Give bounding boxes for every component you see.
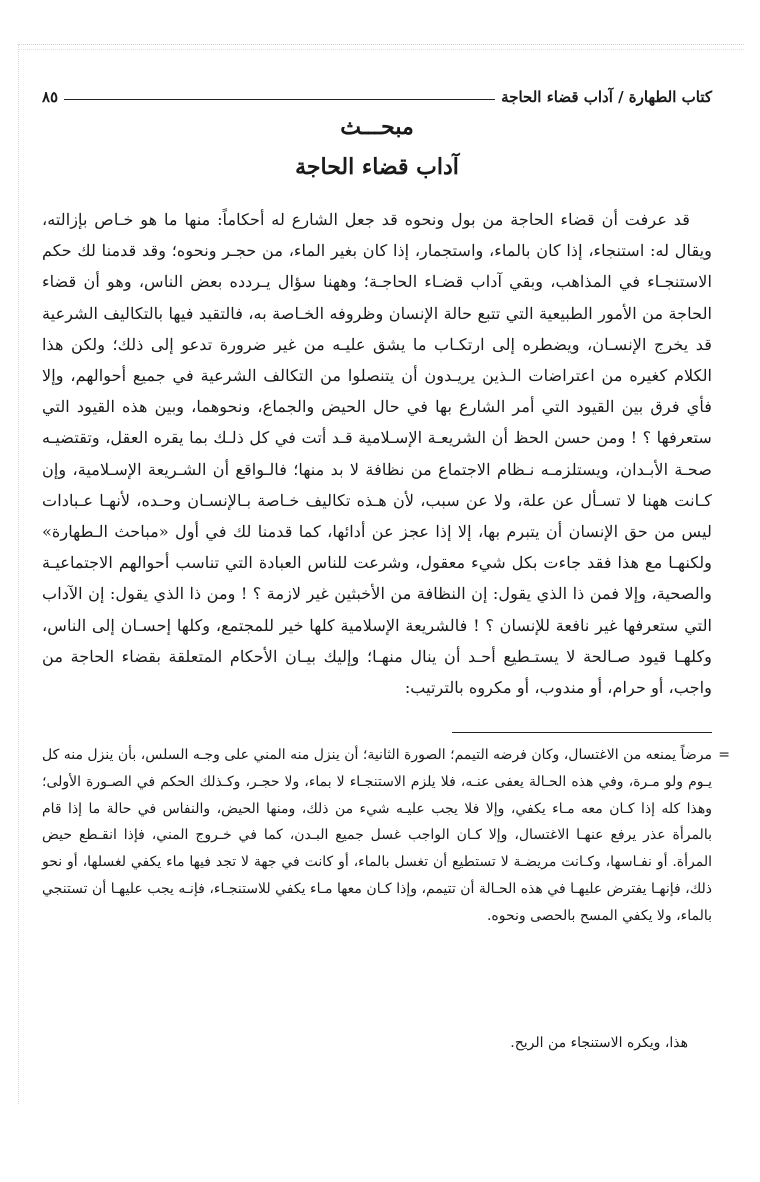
section-label: مبحـــث <box>340 114 414 140</box>
section-title: آداب قضاء الحاجة <box>295 154 459 180</box>
footnote-final-line: هذا، ويكره الاستنجاء من الريح. <box>510 1035 688 1051</box>
page-number: ٨٥ <box>42 88 59 106</box>
body-paragraph: قد عرفت أن قضاء الحاجة من بول ونحوه قد جعل الشارع له أحكاماً: منها ما هو خـاص بإزالته، ويقال له: استنجاء، إذا كان بالماء، واستجمار، إذا كان بغير الماء، من حجـر ونحوه؛ وقد قدمنا لك حكم الاستنجـاء في المذاهب، وبقي آداب قضـاء الحاجـة؛ وههنا سؤال يـردده بعض الناس، وهو أن قضاء الحاجة من الأمور الطبيعية التي تتبع حالة الإنسان وظروفه الخـاصة به، فالتقيد فيها بالتكاليف الشرعية قد يخرج الإنسـان، ويضطره إلى ارتكـاب ما يشق عليـه من غير ضرورة تدعو إلى ذلك؛ ولكن هذا الكلام كغيره من اعتراضات الـذين يريـدون أن يتنصلوا من التكالف الشرعية في جميع أحوالهم، وإلا فأي فرق بين القيود التي أمر الشارع بها في حال الحيض والجماع، ونحوهما، وبين هذه القيود التي ستعرفها ؟ ! ومن حسن الحظ أن الشريعـة الإسـلامية قـد أتت في كل ذلـك بما يقره العقل، وتقتضيـه صحـة الأبـدان، ويستلزمـه نـظام الاجتماع من نظافة لا بد منها؛ فالـواقع أن الشـريعة الإسـلامية، وإن كـانت ههنا لا تسـأل عن علة، ولا عن سبب، لأن هـذه تكاليف خـاصة بـالإنسـان وحـده، لأنهـا عـبادات ليس من حق الإنسان أن يتبرم بها، إلا إذا عجز عن أدائها، كما قدمنا لك في أول «مباحث الـطهارة» ولكنهـا مع هذا فقد جاءت بكل شيء معقول، وشرعت للناس العبادة التي تناسب أحوالهم الاجتماعيـة والصحية، وإلا فمن ذا الذي يقول: إن النظافة من الأخبثين غير لازمة ؟ ! ومن ذا الذي يقول: إن الآداب التي ستعرفها غير نافعة للإنسان ؟ ! فالشريعة الإسلامية كلها خير للمجتمع، وكلها إحسـان إلى الناس، وكلهـا قيود صـالحة لا يستـطيع أحـد أن ينال منهـا؛ وإليك بيـان الأحكام المتعلقة بقضاء الحاجة من واجب، أو حرام، أو مندوب، أو مكروه بالترتيب: <box>42 210 712 698</box>
book-title: كتاب الطهارة / آداب قضاء الحاجة <box>501 88 712 106</box>
scan-edge-left <box>18 44 25 1104</box>
header-rule <box>64 99 495 100</box>
footnote-continuation-mark: = <box>718 747 730 763</box>
footnote <box>42 742 730 930</box>
scan-edge-top <box>18 44 744 50</box>
footnote-text: مرضاً يمنعه من الاغتسال، وكان فرضه التيمم؛ الصورة الثانية؛ أن ينزل منه المني على وجـه السلس، بأن ينزل منه كل يـوم ولو مـرة، وفي هذه الحـالة يعفى عنـه، فلا يلزم الاستنجـاء لا بماء، ولا حجـر، وكـذلك الحكم في الصـورة الأولى؛ وهذا كله إذا كـان معه مـاء يكفي، وإلا فلا يجب عليـه شيء من ذلك، ومنها الحيض، والنفاس في حالة ما إذا قام بالمرأة عذر يرفع عنهـا الاغتسال، وإلا كـان الواجب غسل جميع البـدن، كما في خـروج المني، فإذا انقـطع حيض المرأة. أو نفـاسها، وكـانت مريضـة لا تستطيع أن تغسل بالماء، أو كانت في جهة لا تجد فيها ماء يكفي لغسلها، أو نحو ذلك، فإنهـا يفترض عليهـا في هذه الحـالة أن تتيمم، وإذا كـان معها مـاء يكفي للاستنجـاء، فإنـه يجب عليهـا أن تستنجي بالماء، ولا يكفي المسح بالحصى ونحوه. <box>42 747 712 924</box>
footnote-separator <box>452 732 712 733</box>
book-page <box>42 70 730 1150</box>
running-header <box>42 84 712 110</box>
